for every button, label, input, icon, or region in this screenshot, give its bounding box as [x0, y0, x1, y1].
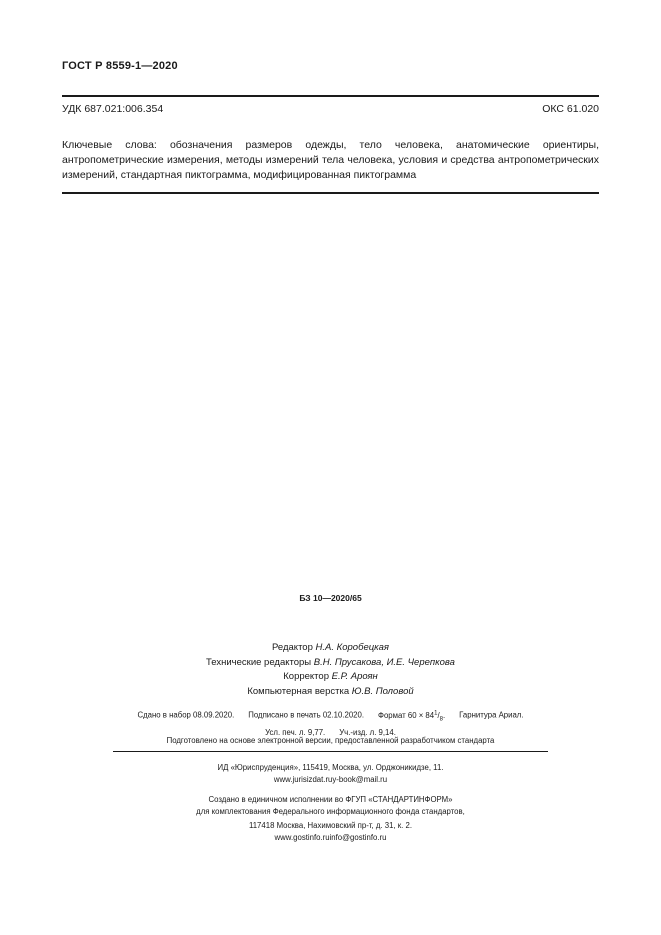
prepared-note: Подготовлено на основе электронной версии, предоставленной разработчиком стандарта — [166, 736, 495, 745]
corrector-label: Корректор — [283, 671, 329, 682]
publication-info — [0, 707, 661, 739]
corrector-name: Е.Р. Ароян — [331, 671, 378, 682]
tech-editors-line — [0, 656, 661, 671]
publisher-block — [0, 762, 661, 786]
publ-sheets: Уч.-изд. л. 9,14. — [339, 728, 396, 738]
created-line-1: Создано в единичном исполнении во ФГУП «СТАНДАРТИНФОРМ» — [208, 795, 453, 804]
typeface: Гарнитура Ариал. — [459, 710, 524, 720]
corrector-line — [0, 670, 661, 685]
sent-date: Сдано в набор 08.09.2020. — [137, 710, 235, 720]
format: Формат $60 \times 84^1/_8$. — [378, 710, 446, 723]
editor-label: Редактор — [271, 642, 313, 653]
publisher-site-link[interactable]: www.jurisizdat.ru — [273, 775, 333, 784]
standard-title: ГОСТ Р 8559-1—2020 — [62, 60, 178, 72]
keywords-paragraph: Ключевые слова: обозначения размеров одежды, тело человека, анатомические ориентиры, антропометрические измерения, методы измерений тела человека, условия и средства антропометрических измерений, стандартная пиктограмма, модифицированная пиктограмма — [62, 139, 599, 181]
tech-editors-label: Технические редакторы — [206, 656, 312, 668]
created-block — [0, 794, 661, 818]
address-block — [0, 820, 661, 844]
imprint-divider — [113, 751, 548, 752]
standartinform-address: 117418 Москва, Нахимовский пр-т, д. 31, к. 2. — [248, 821, 413, 830]
layout-line — [0, 685, 661, 700]
pubinfo-line-1 — [0, 707, 661, 726]
created-line-2: для комплектования Федерального информационного фонда стандартов, — [196, 807, 465, 816]
tech-editors-names: В.Н. Прусакова, И.Е. Черепкова — [313, 656, 455, 668]
publisher-address: ИД «Юриспруденция», 115419, Москва, ул. Орджоникидзе, 11. — [217, 763, 444, 772]
layout-name: Ю.В. Половой — [351, 685, 414, 697]
print-sheets: Усл. печ. л. 9,77. — [265, 728, 326, 738]
keywords-divider — [62, 192, 599, 194]
oks-code: ОКС 61.020 — [542, 103, 599, 115]
editor-name: Н.А. Коробецкая — [315, 642, 389, 653]
publisher-contacts — [0, 774, 661, 786]
bz-number: БЗ 10—2020/65 — [299, 593, 362, 603]
editor-line — [0, 641, 661, 656]
credits-block — [0, 641, 661, 699]
udk-code: УДК 687.021:006.354 — [62, 103, 164, 115]
layout-label: Компьютерная верстка — [247, 685, 350, 697]
top-divider — [62, 95, 599, 97]
signed-date: Подписано в печать 02.10.2020. — [248, 710, 365, 720]
standartinform-contacts — [0, 832, 661, 844]
publisher-email-link[interactable]: y-book@mail.ru — [332, 775, 388, 784]
gostinfo-site-link[interactable]: www.gostinfo.ru — [274, 833, 330, 842]
gostinfo-email-link[interactable]: info@gostinfo.ru — [329, 833, 387, 842]
